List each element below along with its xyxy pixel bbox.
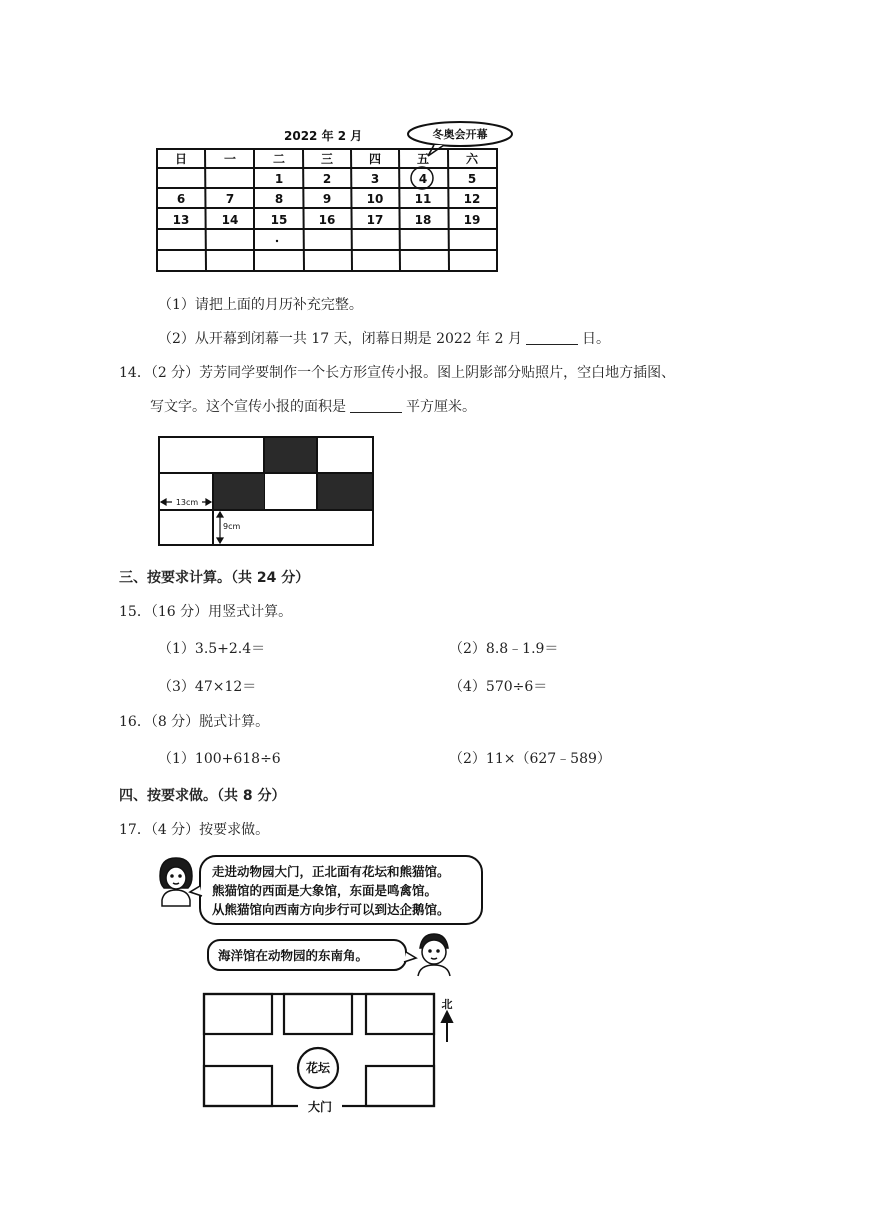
answer-blank[interactable] — [350, 398, 402, 413]
day-cell: 8 — [274, 192, 284, 206]
day-cell: 16 — [318, 213, 336, 227]
calendar-grid — [157, 149, 497, 271]
q15-item: （4）570÷6＝ — [449, 679, 548, 695]
calendar-title: 2022 年 2 月 — [284, 129, 363, 143]
north-arrow-icon — [442, 1012, 452, 1042]
section4-heading: 四、按要求做。（共 8 分） — [119, 788, 286, 804]
day-cell: 2 — [322, 172, 332, 186]
north-label: 北 — [441, 998, 453, 1011]
q15-item: （1）3.5+2.4＝ — [158, 641, 266, 657]
section3-heading: 三、按要求计算。（共 24 分） — [119, 570, 310, 586]
q13-sub2-suffix: 日。 — [581, 331, 610, 347]
q16-item: （1）100+618÷6 — [158, 751, 281, 767]
day-cell: 9 — [322, 192, 332, 206]
day-cell: 11 — [414, 192, 432, 206]
weekday: 三 — [320, 152, 334, 166]
day-cell: 4 — [418, 172, 428, 186]
height-label: 9cm — [223, 522, 241, 531]
q14-text: 写文字。这个宣传小报的面积是 — [150, 399, 346, 415]
day-cell: 13 — [172, 213, 190, 227]
q16-item: （2）11×（627﹣589） — [449, 751, 611, 767]
q15-text: 15．（16 分）用竖式计算。 — [119, 604, 293, 620]
speech1-line: 熊猫馆的西面是大象馆，东面是鸣禽馆。 — [212, 883, 438, 898]
photo-shade — [265, 438, 316, 472]
q13-sub2-text: （2）从开幕到闭幕一共 17 天，闭幕日期是 2022 年 2 月 — [158, 331, 522, 347]
day-cell: 7 — [225, 192, 235, 206]
q15-item: （2）8.8﹣1.9＝ — [449, 641, 559, 657]
q13-sub2 — [158, 330, 610, 348]
weekday: 五 — [416, 152, 430, 166]
bubble-text: 冬奥会开幕 — [432, 128, 488, 141]
boy-avatar — [418, 934, 450, 976]
q17-text: 17．（4 分）按要求做。 — [119, 822, 270, 838]
day-cell: 5 — [467, 172, 477, 186]
photo-shade — [214, 474, 264, 509]
day-cell: 18 — [414, 213, 432, 227]
speech1-line: 走进动物园大门，正北面有花坛和熊猫馆。 — [212, 864, 450, 879]
zoo-figure — [150, 852, 495, 1120]
flowerbed-label: 花坛 — [305, 1061, 331, 1075]
poster-figure — [152, 432, 382, 552]
speech-bubble-2 — [208, 940, 416, 970]
width-label: 13cm — [175, 498, 199, 507]
q16-text: 16．（8 分）脱式计算。 — [119, 714, 270, 730]
photo-shade — [318, 474, 372, 509]
q14-text-line1: 14．（2 分）芳芳同学要制作一个长方形宣传小报。图上阴影部分贴照片，空白地方插图、 — [119, 365, 676, 381]
day-cell: 19 — [463, 213, 481, 227]
speech2-text: 海洋馆在动物园的东南角。 — [218, 948, 369, 963]
weekday: 四 — [368, 152, 382, 166]
gate-label: 大门 — [307, 1100, 333, 1114]
girl-avatar — [160, 858, 192, 906]
day-cell: 6 — [176, 192, 186, 206]
day-cell: 17 — [366, 213, 384, 227]
weekday: 一 — [223, 152, 237, 166]
q14-text-line2 — [150, 398, 476, 416]
day-cell: 3 — [370, 172, 380, 186]
zoo-map — [204, 994, 434, 1106]
weekday: 日 — [174, 152, 188, 166]
q15-item: （3）47×12＝ — [158, 679, 257, 695]
calendar-figure — [150, 118, 520, 278]
day-cell: 15 — [270, 213, 288, 227]
speech-bubble-1 — [190, 856, 482, 924]
speech1-line: 从熊猫馆向西南方向步行可以到达企鹅馆。 — [212, 902, 450, 917]
answer-blank[interactable] — [526, 330, 578, 345]
day-cell: 12 — [463, 192, 481, 206]
q13-sub1: （1）请把上面的月历补充完整。 — [158, 297, 363, 313]
weekday: 六 — [465, 152, 479, 166]
q14-suffix: 平方厘米。 — [406, 399, 476, 415]
weekday: 二 — [272, 152, 286, 166]
day-cell: 1 — [274, 172, 284, 186]
day-cell: 14 — [221, 213, 239, 227]
day-cell: 10 — [366, 192, 384, 206]
